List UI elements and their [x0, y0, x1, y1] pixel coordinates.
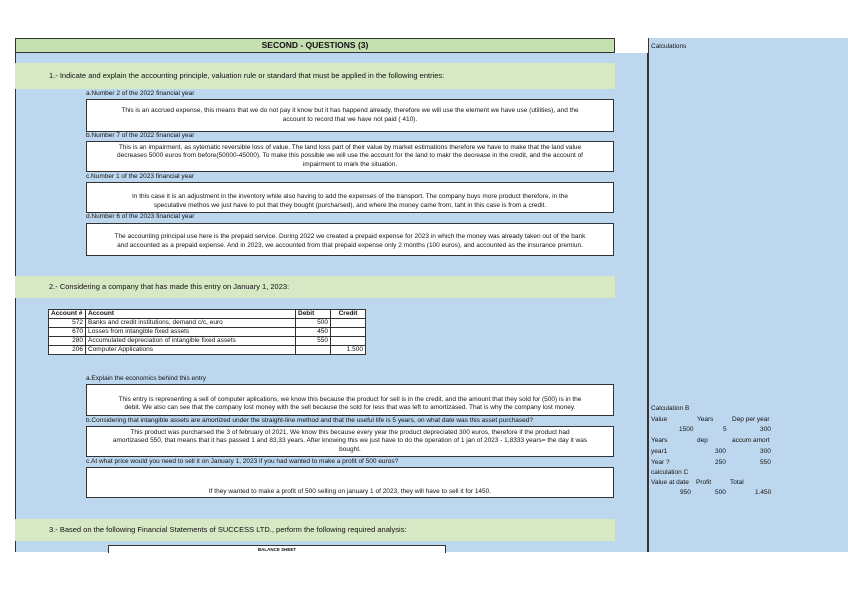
- answer-line: The accounting principal use here is the prepaid service. During 2022 we created a prepaid expense for 2023 in which the money was already taken out of the bank: [114, 233, 586, 240]
- q2-a-answer: [86, 384, 614, 416]
- account-number: 280: [49, 337, 86, 346]
- balance-sheet-box: [108, 545, 446, 553]
- q1-c-label: c.Number 1 of the 2023 financial year: [86, 173, 195, 180]
- answer-line: If they wanted to make a profit of 500 selling on january 1 of 2023, they will have to sell it for 1450.: [208, 488, 492, 496]
- calc-cell: Value at date: [651, 479, 689, 486]
- debit-value: 500: [296, 319, 331, 328]
- account-name: Banks and credit institutions, demand c/c, euro: [86, 319, 296, 328]
- balance-sheet-title: BALANCE SHEET: [257, 547, 297, 552]
- credit-value: [331, 328, 366, 337]
- table-row: [49, 328, 366, 337]
- table-row: [49, 337, 366, 346]
- calc-cell: accum amort: [732, 437, 770, 444]
- answer-line: amortizased 550, that means that it has passed 1 and 83,33 years. After knowing this we just have to do the operation of 1 jan of 2023 - 1,8333 years= the day it was: [112, 437, 588, 445]
- answer-line: speculative methos we just have to put that they bought (purcharsed), and where the money came from, taht in this case is from a credit.: [153, 201, 547, 209]
- col-debit: Debit: [296, 310, 331, 319]
- debit-value: [296, 346, 331, 355]
- q2-b-label: b.Considering that intangible assets are amortized under the straight-line method and that the useful life is 5 years, on what date was this asset purchased?: [86, 417, 533, 424]
- debit-value: 550: [296, 337, 331, 346]
- credit-value: [331, 319, 366, 328]
- account-number: 572: [49, 319, 86, 328]
- answer-line: bought.: [339, 445, 361, 453]
- col-account: Account: [86, 310, 296, 319]
- q1-d-label: d.Number 6 of the 2023 financial year: [86, 213, 195, 220]
- calc-cell: 1.450: [755, 489, 772, 496]
- calc-b-title: Calculation B: [651, 405, 690, 412]
- q1-b-answer: [86, 141, 614, 172]
- q1-a-label: a.Number 2 of the 2022 financial year: [86, 90, 195, 97]
- q2-a-label: a.Explain the economics behind this entry: [86, 375, 206, 382]
- table-row: [49, 346, 366, 355]
- account-number: 206: [49, 346, 86, 355]
- calculations-label: Calculations: [651, 43, 687, 50]
- calc-cell: 250: [715, 459, 726, 466]
- answer-line: In this case it is an adjustment in the inventory while also having to add the expenses of the transport. The company buys more product therefore, in the: [132, 193, 568, 200]
- col-credit: Credit: [331, 310, 366, 319]
- q2-c-answer: [86, 467, 614, 498]
- calc-cell: year1: [651, 448, 668, 455]
- calc-cell: Years: [697, 416, 714, 423]
- calc-cell: 500: [715, 489, 726, 496]
- account-name: Accumulated depreciation of intangible fixed assets: [86, 337, 296, 346]
- answer-line: and accounted as a prepaid expense. And in 2023, we accounted from that prepaid expense only 2 months (100 euros), and accounted as the insurance premiun.: [117, 241, 583, 249]
- question-3-heading: 3.- Based on the following Financial Statements of SUCCESS LTD., perform the following required analysis:: [15, 519, 615, 541]
- calc-c-title: calculation C: [651, 469, 689, 476]
- table-row: [49, 319, 366, 328]
- page-title: SECOND - QUESTIONS (3): [15, 38, 615, 53]
- calc-cell: Value: [651, 416, 668, 423]
- calc-cell: Years: [651, 437, 668, 444]
- q1-b-label: b.Number 7 of the 2022 financial year: [86, 132, 195, 139]
- account-number: 670: [49, 328, 86, 337]
- q1-a-answer: [86, 99, 614, 132]
- question-1-heading: 1.- Indicate and explain the accounting principle, valuation rule or standard that must be applied in the following entries:: [15, 63, 615, 89]
- calc-cell: 300: [760, 448, 771, 455]
- calc-cell: Year ?: [651, 459, 670, 466]
- account-name: Computer Applications: [86, 346, 296, 355]
- calc-cell: Dep per year: [732, 416, 770, 423]
- q2-c-label: c.At what price would you need to sell it on January 1, 2023 if you had wanted to make a profit of 500 euros?: [86, 458, 399, 465]
- account-name: Losses from intangible fixed assets: [86, 328, 296, 337]
- q1-c-answer: [86, 182, 614, 213]
- answer-line: impairment to mark the situation.: [302, 160, 398, 168]
- answer-line: This is an accrued expense, this means that we do not pay it know but it has happend already, therefore we will use the element we have use (utilities), and the: [121, 107, 579, 114]
- q2-b-answer: [86, 426, 614, 457]
- answer-line: This is an impairment, as sytematic reversible loss of value. The land loss part of their value by market estimations therefore we have to make that the land value: [118, 143, 582, 151]
- answer-line: This product was purcharsed the 3 of february of 2021. We know this because every year the product depreciated 300 euros, therefore if the product had: [130, 428, 570, 436]
- answer-line: This entry is representing a sell of computer aplications, we know this because the product for sell is in the credit, and the amount that they sold for (500) is in the: [118, 395, 582, 403]
- calc-cell: 950: [680, 489, 691, 496]
- col-account-number: Account #: [49, 310, 86, 319]
- calc-cell: Profit: [696, 479, 712, 486]
- calc-cell: 5: [723, 426, 727, 433]
- calc-cell: 550: [760, 459, 771, 466]
- calc-cell: 1500: [679, 426, 694, 433]
- credit-value: 1.500: [331, 346, 366, 355]
- calc-cell: Total: [730, 479, 744, 486]
- calc-cell: dep: [697, 437, 708, 444]
- calc-cell: 300: [715, 448, 726, 455]
- question-2-heading: 2.- Considering a company that has made this entry on January 1, 2023:: [15, 276, 615, 298]
- calc-cell: 300: [760, 426, 771, 433]
- answer-line: decreases 5000 euros from before(50000-45000). To make this possible we will use the account for the land to makr the decrease in the credit, and the account of: [117, 152, 583, 160]
- answer-line: debit. We also can see that the company lost money with the sell because the sold for less that was left to amortizased. That is why the company lost money.: [124, 404, 576, 411]
- q1-d-answer: [86, 223, 614, 256]
- journal-entry-table: [48, 309, 366, 355]
- credit-value: [331, 337, 366, 346]
- answer-line: account to record that we have not paid ( 410).: [282, 115, 418, 123]
- debit-value: 450: [296, 328, 331, 337]
